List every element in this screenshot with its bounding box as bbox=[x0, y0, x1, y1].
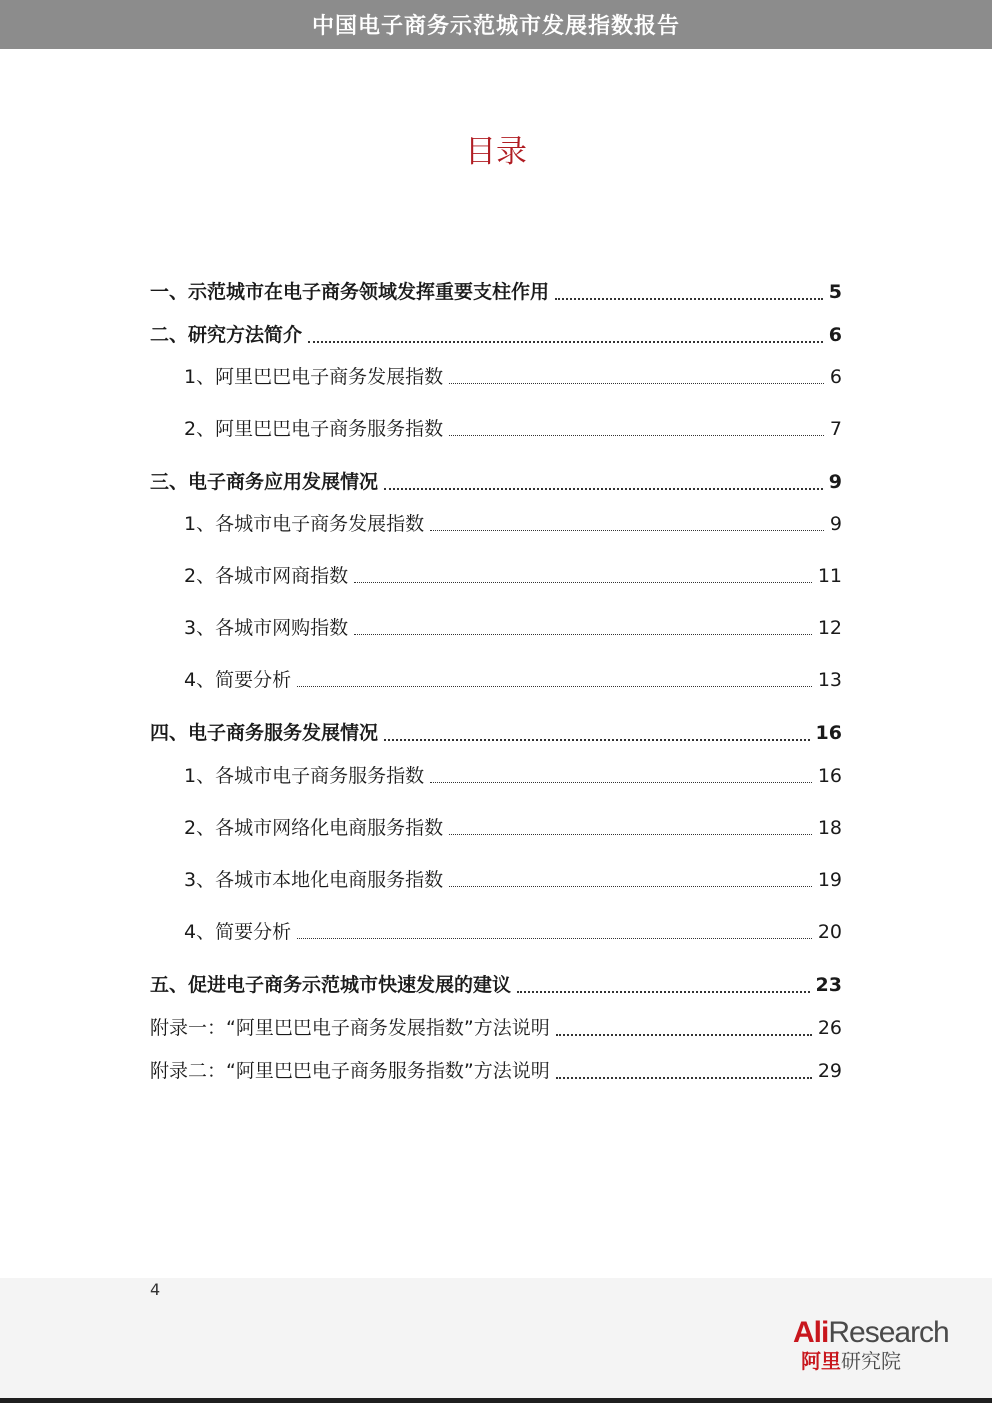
toc-entry-page: 9 bbox=[829, 513, 842, 535]
toc-dot-leader bbox=[449, 383, 824, 384]
logo-brand-text: 阿里 bbox=[801, 1349, 841, 1373]
toc-entry-label: 1、阿里巴巴电子商务发展指数 bbox=[184, 366, 444, 388]
toc-entry[interactable] bbox=[150, 1014, 842, 1042]
logo-research-text: Research bbox=[828, 1316, 949, 1349]
toc-dot-leader bbox=[354, 634, 812, 635]
toc-dot-leader bbox=[430, 782, 812, 783]
toc-entry-label: 2、各城市网商指数 bbox=[184, 565, 349, 587]
toc-dot-leader bbox=[308, 341, 823, 343]
toc-entry-page: 11 bbox=[817, 565, 842, 587]
toc-entry-label: 2、阿里巴巴电子商务服务指数 bbox=[184, 418, 444, 440]
toc-entry[interactable] bbox=[150, 614, 842, 642]
page-title: 目录 bbox=[465, 134, 527, 170]
toc-entry-page: 6 bbox=[829, 366, 842, 388]
toc-entry-label: 附录二：“阿里巴巴电子商务服务指数”方法说明 bbox=[150, 1060, 550, 1082]
toc-entry-label: 4、简要分析 bbox=[184, 669, 292, 691]
aliresearch-logo bbox=[793, 1316, 973, 1376]
toc-entry-label: 4、简要分析 bbox=[184, 921, 292, 943]
toc-entry[interactable] bbox=[150, 1057, 842, 1085]
logo-english bbox=[793, 1316, 949, 1350]
toc-entry-page: 12 bbox=[817, 617, 842, 639]
toc-entry[interactable] bbox=[150, 415, 842, 443]
toc-entry-label: 附录一：“阿里巴巴电子商务发展指数”方法说明 bbox=[150, 1017, 550, 1039]
toc-entry[interactable] bbox=[150, 866, 842, 894]
toc-entry-label: 四、电子商务服务发展情况 bbox=[150, 722, 379, 744]
toc-entry-label: 五、促进电子商务示范城市快速发展的建议 bbox=[150, 974, 512, 996]
toc-dot-leader bbox=[449, 435, 824, 436]
toc-entry-label: 3、各城市网购指数 bbox=[184, 617, 349, 639]
toc-entry-page: 19 bbox=[817, 869, 842, 891]
toc-entry[interactable] bbox=[150, 762, 842, 790]
toc-entry-page: 18 bbox=[817, 817, 842, 839]
logo-ali-text: Ali bbox=[793, 1316, 829, 1349]
toc-entry-label: 2、各城市网络化电商服务指数 bbox=[184, 817, 444, 839]
toc-entry[interactable] bbox=[150, 363, 842, 391]
logo-institute-text: 研究院 bbox=[841, 1349, 901, 1373]
toc-entry-page: 7 bbox=[829, 418, 842, 440]
toc-entry[interactable] bbox=[150, 971, 842, 999]
toc-entry[interactable] bbox=[150, 562, 842, 590]
toc-entry-page: 16 bbox=[815, 722, 842, 744]
toc-dot-leader bbox=[556, 1034, 812, 1036]
toc-entry[interactable] bbox=[150, 321, 842, 349]
toc-entry[interactable] bbox=[150, 278, 842, 306]
toc-entry[interactable] bbox=[150, 468, 842, 496]
header-bar bbox=[0, 0, 992, 49]
toc-entry-label: 3、各城市本地化电商服务指数 bbox=[184, 869, 444, 891]
toc-entry-page: 5 bbox=[828, 281, 842, 303]
toc-entry-page: 6 bbox=[828, 324, 842, 346]
toc-dot-leader bbox=[449, 834, 812, 835]
toc-entry-page: 23 bbox=[815, 974, 842, 996]
toc-dot-leader bbox=[354, 582, 812, 583]
toc-dot-leader bbox=[384, 739, 810, 741]
toc-entry-page: 29 bbox=[817, 1060, 842, 1082]
toc-dot-leader bbox=[297, 686, 812, 687]
toc-dot-leader bbox=[517, 991, 810, 993]
toc-entry[interactable] bbox=[150, 814, 842, 842]
header-title: 中国电子商务示范城市发展指数报告 bbox=[311, 14, 680, 39]
toc-entry-page: 13 bbox=[817, 669, 842, 691]
toc-entry[interactable] bbox=[150, 918, 842, 946]
toc-entry-page: 26 bbox=[817, 1017, 842, 1039]
toc-dot-leader bbox=[555, 298, 823, 300]
toc-entry-label: 一、示范城市在电子商务领域发挥重要支柱作用 bbox=[150, 281, 550, 303]
toc-dot-leader bbox=[430, 530, 824, 531]
toc-entry[interactable] bbox=[150, 510, 842, 538]
toc-entry[interactable] bbox=[150, 719, 842, 747]
toc-entry-label: 二、研究方法简介 bbox=[150, 324, 303, 346]
toc-dot-leader bbox=[384, 488, 823, 490]
logo-chinese bbox=[801, 1348, 901, 1374]
toc-entry-page: 9 bbox=[828, 471, 842, 493]
toc-entry-label: 三、电子商务应用发展情况 bbox=[150, 471, 379, 493]
toc-entry-label: 1、各城市电子商务服务指数 bbox=[184, 765, 425, 787]
toc-dot-leader bbox=[297, 938, 812, 939]
toc-entry[interactable] bbox=[150, 666, 842, 694]
toc-entry-page: 16 bbox=[817, 765, 842, 787]
toc-entry-label: 1、各城市电子商务发展指数 bbox=[184, 513, 425, 535]
toc-dot-leader bbox=[449, 886, 812, 887]
footer-divider bbox=[0, 1398, 992, 1403]
page-number: 4 bbox=[150, 1280, 161, 1299]
toc-entry-page: 20 bbox=[817, 921, 842, 943]
toc-dot-leader bbox=[556, 1077, 812, 1079]
